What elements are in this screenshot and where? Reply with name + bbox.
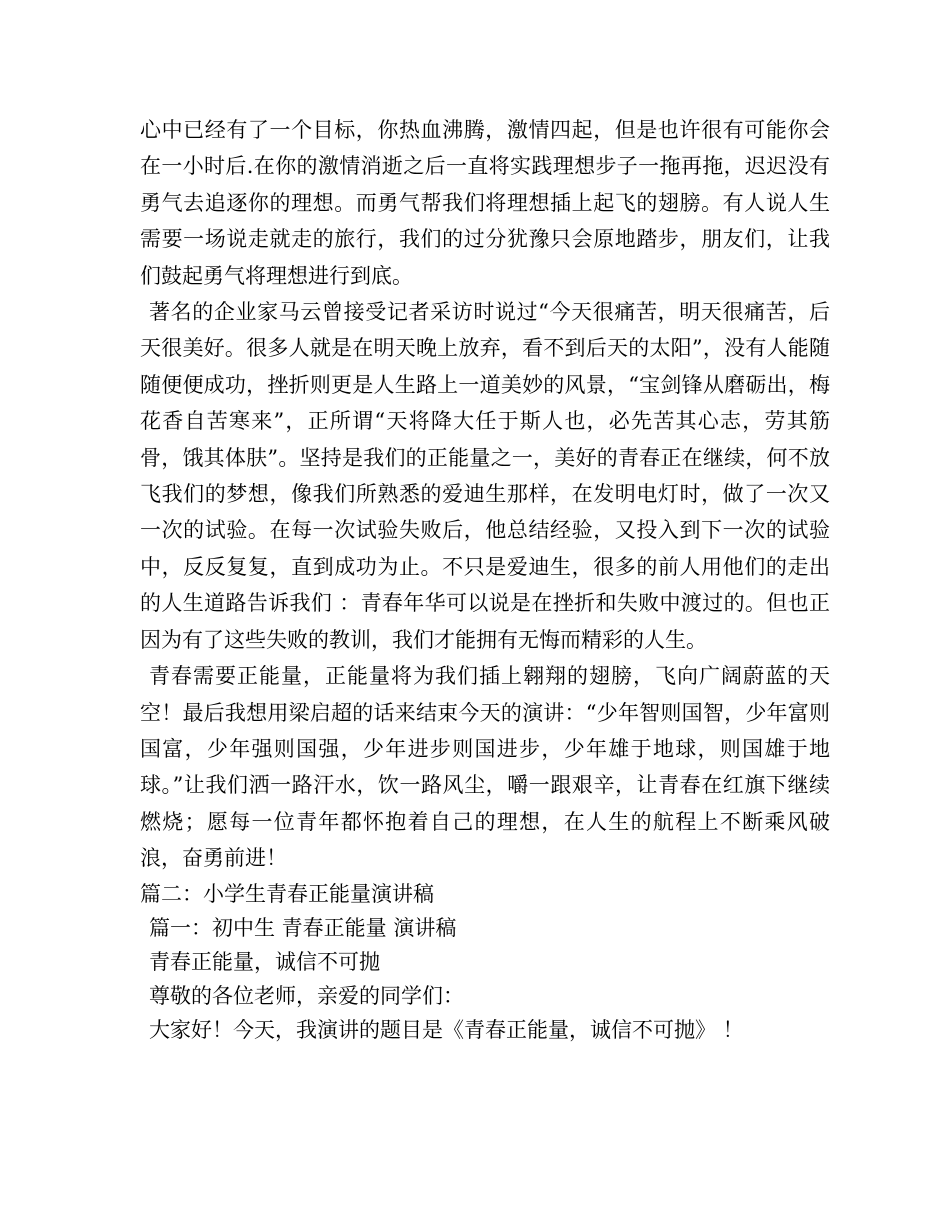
salutation: 尊敬的各位老师，亲爱的同学们：	[149, 983, 464, 1008]
speech-title: 青春正能量，诚信不可抛	[149, 949, 380, 974]
document-body	[140, 112, 830, 1047]
paragraph-1: 心中已经有了一个目标，你热血沸腾，激情四起，但是也许很有可能你会在一小时后.在你的激情消逝之后一直将实践理想步子一拖再拖，迟迟没有勇气去追逐你的理想。而勇气帮我们将理想插上起飞的翅膀。有人说人生需要一场说走就走的旅行，我们的过分犹豫只会原地踏步，朋友们，让我们鼓起勇气将理想进行到底。	[140, 118, 830, 288]
paragraph-2: 著名的企业家马云曾接受记者采访时说过“今天很痛苦，明天很痛苦，后天很美好。很多人就是在明天晚上放弃，看不到后天的太阳”，没有人能随随便便成功，挫折则更是人生路上一道美妙的风景，“宝剑锋从磨砺出，梅花香自苦寒来”，正所谓“天将降大任于斯人也，必先苦其心志，劳其筋骨，饿其体肤”。坚持是我们的正能量之一，美好的青春正在继续，何不放飞我们的梦想，像我们所熟悉的爱迪生那样，在发明电灯时，做了一次又一次的试验。在每一次试验失败后，他总结经验，又投入到下一次的试验中，反反复复，直到成功为止。不只是爱迪生，很多的前人用他们的走出的人生道路告诉我们 ：青春年华可以说是在挫折和失败中渡过的。但也正因为有了这些失败的教训，我们才能拥有无悔而精彩的人生。	[140, 300, 830, 652]
opening-line: 大家好！今天，我演讲的题目是《青春正能量，诚信不可抛》 ！	[149, 1017, 744, 1042]
section-heading-1: 篇一：初中生 青春正能量 演讲稿	[149, 915, 457, 940]
section-heading-2: 篇二：小学生青春正能量演讲稿	[140, 881, 434, 906]
paragraph-3: 青春需要正能量，正能量将为我们插上翱翔的翅膀，飞向广阔蔚蓝的天空！最后我想用梁启超的话来结束今天的演讲：“少年智则国智，少年富则国富，少年强则国强，少年进步则国进步，少年雄于地球，则国雄于地球。”让我们洒一路汗水，饮一路风尘，嚼一跟艰辛，让青春在红旗下继续燃烧；愿每一位青年都怀抱着自己的理想，在人生的航程上不断乘风破浪，奋勇前进！	[140, 664, 830, 871]
